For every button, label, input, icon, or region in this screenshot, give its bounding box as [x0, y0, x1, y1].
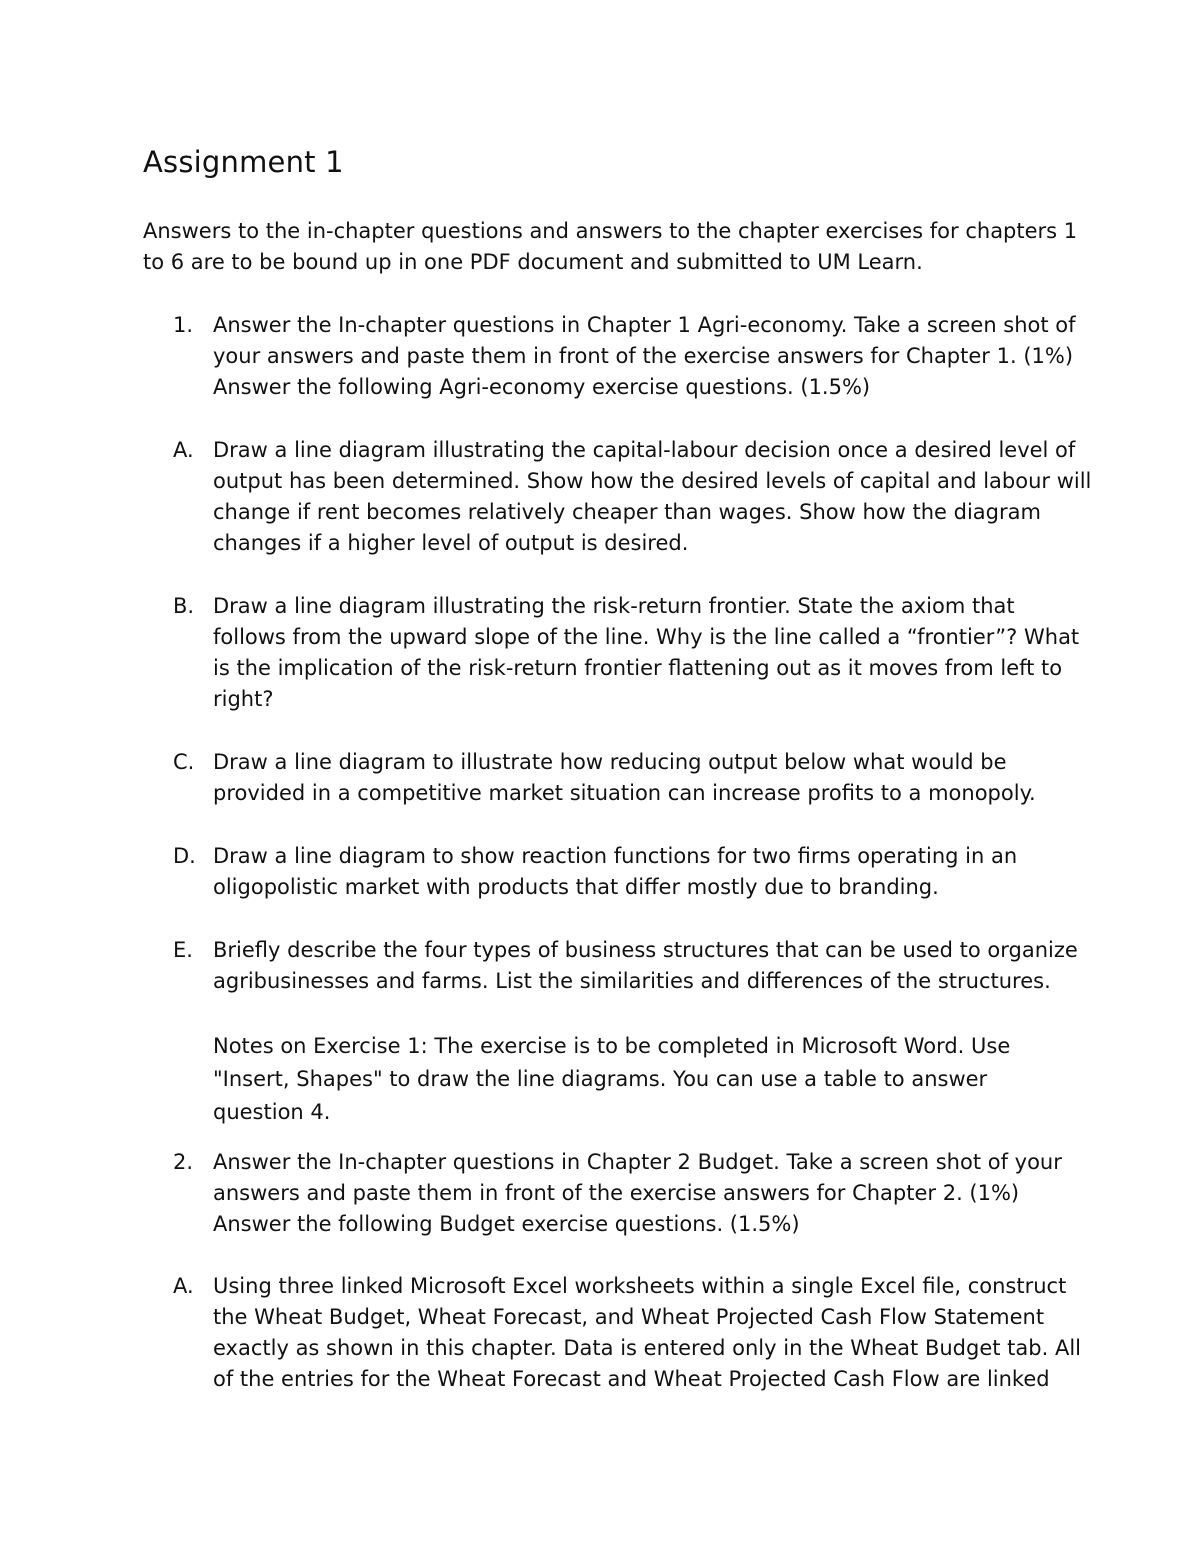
item-marker: 1. [173, 313, 194, 337]
item-marker: 2. [173, 1150, 194, 1174]
item-marker: C. [173, 750, 195, 774]
item-text: Using three linked Microsoft Excel worksheets within a single Excel file, construct the Wheat Budget, Wheat Forecast, and Wheat Projected Cash Flow Statement exactly as shown in this chapter. Data is entered only in the Wheat Budget tab. All of the entries for the Wheat Forecast and Wheat Projected Cash Flow are linked [213, 1274, 1081, 1391]
item-marker: A. [173, 438, 194, 462]
item-text: Answer the In-chapter questions in Chapter 1 Agri-economy. Take a screen shot of your answers and paste them in front of the exercise answers for Chapter 1. (1%) Answer the following Agri-economy exercise questions. (1.5%) [213, 313, 1076, 399]
item-text: Draw a line diagram to illustrate how reducing output below what would be provided in a competitive market situation can increase profits to a monopoly. [213, 750, 1036, 805]
item-text: Briefly describe the four types of business structures that can be used to organize agribusinesses and farms. List the similarities and differences of the structures. [213, 938, 1078, 993]
item-marker: B. [173, 594, 195, 618]
item-marker: E. [173, 938, 193, 962]
item-text: Draw a line diagram illustrating the risk-return frontier. State the axiom that follows from the upward slope of the line. Why is the line called a “frontier”? What is the implication of the risk-return frontier flattening out as it moves from left to right? [213, 594, 1080, 711]
item-text: Answer the In-chapter questions in Chapter 2 Budget. Take a screen shot of your answers and paste them in front of the exercise answers for Chapter 2. (1%) Answer the following Budget exercise questions. (1.5%) [213, 1150, 1062, 1236]
item-marker: A. [173, 1274, 194, 1298]
item-text: Draw a line diagram illustrating the capital-labour decision once a desired level of output has been determined. Show how the desired levels of capital and labour will change if rent becomes relatively cheaper than wages. Show how the diagram changes if a higher level of output is desired. [213, 438, 1092, 555]
page-title: Assignment 1 [143, 145, 344, 179]
item-marker: D. [173, 844, 196, 868]
exercise-notes: Notes on Exercise 1: The exercise is to be completed in Microsoft Word. Use "Insert, Shapes" to draw the line diagrams. You can use a table to answer question 4. [213, 1034, 1011, 1124]
item-text: Draw a line diagram to show reaction functions for two firms operating in an oligopolistic market with products that differ mostly due to branding. [213, 844, 1018, 899]
intro-paragraph: Answers to the in-chapter questions and answers to the chapter exercises for chapters 1 to 6 are to be bound up in one PDF document and submitted to UM Learn. [143, 219, 1078, 274]
